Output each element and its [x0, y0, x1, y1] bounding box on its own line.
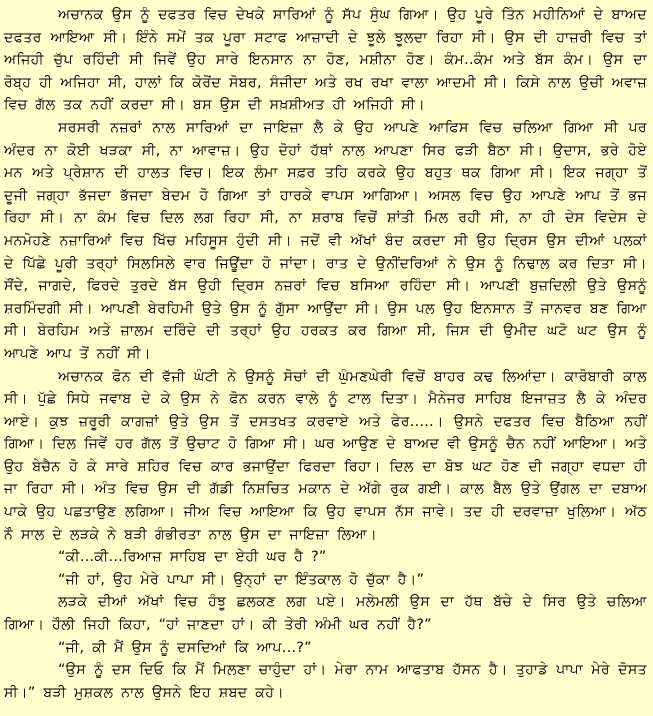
dialogue-line: “ਕੀ...ਕੀ...ਰਿਆਜ਼ ਸਾਹਿਬ ਦਾ ਏਹੀ ਘਰ ਹੈ ?” [58, 549, 327, 566]
dialogue-line: ਲੜਕੇ ਦੀਆਂ ਅੱਖਾਂ ਵਿਚ ਹੰਝੂ ਛਲਕਣ ਲਗ ਪਏ। ਮਲੇਮਲੀ ਉਸ ਦਾ ਹੱਥ ਬੱਚੇ ਦੇ ਸਿਰ ਉਤੇ ਚਲਿਆ ਗਿਆ। ਹੌਲੀ ਜਿਹੀ ਕਿਹਾ, “ਹਾਂ ਜਾਣਦਾ ਹਾਂ। ਕੀ ਤੇਰੀ ਅੰਮੀ ਘਰ ਨਹੀਂ ਹੈ?” [4, 594, 647, 634]
dialogue-line: “ਜੀ, ਕੀ ਮੈਂ ਉਸ ਨੂੰ ਦਸਦਿਆਂ ਕਿ ਆਪ...?” [58, 639, 312, 656]
dialogue-line: “ਜੀ ਹਾਂ, ਉਹ ਮੇਰੇ ਪਾਪਾ ਸੀ। ਉਨ੍ਹਾਂ ਦਾ ਇੰਤਕਾਲ ਹੋ ਚੁੱਕਾ ਹੈ।” [58, 571, 425, 588]
paragraph: ਸਰਸਰੀ ਨਜ਼ਰਾਂ ਨਾਲ ਸਾਰਿਆਂ ਦਾ ਜਾਇਜ਼ਾ ਲੈ ਕੇ ਉਹ ਆਪਣੇ ਆਫਿਸ ਵਿਚ ਚਲਿਆ ਗਿਆ ਸੀ ਪਰ ਅੰਦਰ ਨਾ ਕੋਈ ਖੜਕਾ ਸੀ, ਨਾ ਆਵਾਜ਼। ਉਹ ਦੋਹਾਂ ਹੱਥਾਂ ਨਾਲ ਆਪਣਾ ਸਿਰ ਫੜੀ ਬੈਠਾ ਸੀ। ਉਦਾਸ, ਭਰੇ ਹੋਏ ਮਨ ਅਤੇ ਪ੍ਰੇਸ਼ਾਨ ਦੀ ਹਾਲਤ ਵਿਚ। ਇਕ ਲੰਮਾ ਸਫ਼ਰ ਤਹਿ ਕਰਕੇ ਉਹ ਬਹੁਤ ਥਕ ਗਿਆ ਸੀ। ਇਕ ਜਗ੍ਹਾ ਤੋਂ ਦੂਜੀ ਜਗ੍ਹਾ ਭੱਜਦਾ ਭੱਜਦਾ ਬੇਦਮ ਹੋ ਗਿਆ ਤਾਂ ਹਾਰਕੇ ਵਾਪਸ ਆਗਿਆ। ਅਸਲ ਵਿਚ ਉਹ ਆਪਣੇ ਆਪ ਤੋਂ ਭਜ ਰਿਹਾ ਸੀ। ਨਾ ਕੰਮ ਵਿਚ ਦਿਲ ਲਗ ਰਿਹਾ ਸੀ, ਨਾ ਸ਼ਰਾਬ ਵਿਚੋਂ ਸ਼ਾਂਤੀ ਮਿਲ ਰਹੀ ਸੀ, ਨਾ ਹੀ ਦੇਸ ਵਿਦੇਸ ਦੇ ਮਨਮੋਹਣੇ ਨਜ਼ਾਰਿਆਂ ਵਿਚ ਖਿੱਚ ਮਹਿਸੂਸ ਹੁੰਦੀ ਸੀ। ਜਦੋਂ ਵੀ ਅੱਖਾਂ ਬੰਦ ਕਰਦਾ ਸੀ ਉਹ ਦ੍ਰਿਸ ਉਸ ਦੀਆਂ ਪਲਕਾਂ ਦੇ ਪਿੱਛੇ ਪੂਰੀ ਤਰ੍ਹਾਂ ਸਿਲਸਿਲੇ ਵਾਰ ਜਿਊਂਦਾ ਹੋ ਜਾਂਦਾ। ਰਾਤ ਦੇ ਉਨੀਂਦਰਿਆਂ ਨੇ ਉਸ ਨੂੰ ਨਿਢਾਲ ਕਰ ਦਿਤਾ ਸੀ। ਸੌਂਦੇ, ਜਾਗਦੇ, ਫਿਰਦੇ ਤੁਰਦੇ ਬੱਸ ਉਹੀ ਦ੍ਰਿਸ ਨਜ਼ਰਾਂ ਵਿਚ ਬਸਿਆ ਰਹਿੰਦਾ ਸੀ। ਆਪਣੀ ਬੁਜ਼ਦਿਲੀ ਉਤੇ ਉਸਨੂੰ ਸ਼ਰਮਿੰਦਗੀ ਸੀ। ਆਪਣੀ ਬੇਰਹਿਮੀ ਉਤੇ ਉਸ ਨੂੰ ਗੁੱਸਾ ਆਉਂਦਾ ਸੀ। ਉਸ ਪਲ ਉਹ ਇਨਸਾਨ ਤੋਂ ਜਾਨਵਰ ਬਣ ਗਿਆ ਸੀ। ਬੇਰਹਿਮ ਅਤੇ ਜ਼ਾਲਮ ਦਰਿੰਦੇ ਦੀ ਤਰ੍ਹਾਂ ਉਹ ਹਰਕਤ ਕਰ ਗਿਆ ਸੀ, ਜਿਸ ਦੀ ਉਮੀਦ ਘਟੋ ਘਟ ਉਸ ਨੂੰ ਆਪਣੇ ਆਪ ਤੋਂ ਨਹੀਂ ਸੀ। [4, 119, 647, 362]
dialogue-line: “ਉਸ ਨੂੰ ਦਸ ਦਿਓ ਕਿ ਮੈਂ ਮਿਲਣਾ ਚਾਹੁੰਦਾ ਹਾਂ। ਮੇਰਾ ਨਾਮ ਆਫਤਾਬ ਹੱਸਨ ਹੈ। ਤੁਹਾਡੇ ਪਾਪਾ ਮੇਰੇ ਦੋਸਤ ਸੀ।” ਬੜੀ ਮੁਸ਼ਕਲ ਨਾਲ ਉਸਨੇ ਇਹ ਸ਼ਬਦ ਕਹੇ। [4, 662, 647, 701]
paragraph: ਅਚਾਨਕ ਉਸ ਨੂੰ ਦਫਤਰ ਵਿਚ ਦੇਖਕੇ ਸਾਰਿਆਂ ਨੂੰ ਸੱਪ ਸੁੰਘ ਗਿਆ। ਉਹ ਪੂਰੇ ਤਿੰਨ ਮਹੀਨਿਆਂ ਦੇ ਬਾਅਦ ਦਫਤਰ ਆਇਆ ਸੀ। ਇੰਨੇ ਸਮੇਂ ਤਕ ਪੂਰਾ ਸਟਾਫ ਆਜ਼ਾਦੀ ਦੇ ਝੂਲੇ ਝੂਲਦਾ ਰਿਹਾ ਸੀ। ਉਸ ਦੀ ਹਾਜ਼ਰੀ ਵਿਚ ਤਾਂ ਅਜਿਹੀ ਚੁੱਪ ਰਹਿੰਦੀ ਸੀ ਜਿਵੇਂ ਉਹ ਸਾਰੇ ਇਨਸਾਨ ਨਾ ਹੋਣ, ਮਸ਼ੀਨਾ ਹੋਣ। ਕੰਮ..ਕੰਮ ਅਤੇ ਬੱਸ ਕੰਮ। ਉਸ ਦਾ ਰੋਬ੍ਹ ਹੀ ਅਜਿਹਾ ਸੀ, ਹਾਲਾਂ ਕਿ ਕੋਰੋਂਦ ਸੋਬਰ, ਸੰਜੀਦਾ ਅਤੇ ਰਖ ਰਖਾ ਵਾਲਾ ਆਦਮੀ ਸੀ। ਕਿਸੇ ਨਾਲ ਉਚੀ ਅਵਾਜ਼ ਵਿਚ ਗੱਲ ਤਕ ਨਹੀਂ ਕਰਦਾ ਸੀ। ਬਸ ਉਸ ਦੀ ਸਖ਼ਸ਼ੀਅਤ ਹੀ ਅਜਿਹੀ ਸੀ। [4, 7, 647, 114]
paragraph: ਅਚਾਨਕ ਫੋਨ ਦੀ ਵੱਜੀ ਘੰਟੀ ਨੇ ਉਸਨੂੰ ਸੋਚਾਂ ਦੀ ਘੁੰਮਣਘੇਰੀ ਵਿਚੋਂ ਬਾਹਰ ਕਢ ਲਿਆਂਦਾ। ਕਾਰੋਬਾਰੀ ਕਾਲ ਸੀ। ਪੁੱਛੇ ਸਿਧੇ ਜਵਾਬ ਦੇ ਕੇ ਉਸ ਨੇ ਫੋਨ ਕਰਨ ਵਾਲੇ ਨੂੰ ਟਾਲ ਦਿਤਾ। ਮੈਨੇਜਰ ਸਾਹਿਬ ਇਜਾਜ਼ਤ ਲੈ ਕੇ ਅੰਦਰ ਆਏ। ਕੁਝ ਜ਼ਰੂਰੀ ਕਾਗਜ਼ਾਂ ਉਤੇ ਉਸ ਤੋਂ ਦਸਤਖਤ ਕਰਵਾਏ ਅਤੇ ਫੇਰ.....। ਉਸਨੇ ਦਫਤਰ ਵਿਚ ਬੈਠਿਆ ਨਹੀਂ ਗਿਆ। ਦਿਲ ਜਿਵੇਂ ਹਰ ਗੱਲ ਤੋਂ ਉਚਾਟ ਹੋ ਗਿਆ ਸੀ। ਘਰ ਆਉਣ ਦੇ ਬਾਅਦ ਵੀ ਉਸਨੂੰ ਚੈਨ ਨਹੀਂ ਆਇਆ। ਅਤੇ ਉਹ ਬੇਚੈਨ ਹੋ ਕੇ ਸਾਰੇ ਸ਼ਹਿਰ ਵਿਚ ਕਾਰ ਭਜਾਉਂਦਾ ਫਿਰਦਾ ਰਿਹਾ। ਦਿਲ ਦਾ ਬੋਝ ਘਟ ਹੋਣ ਦੀ ਜਗ੍ਹਾ ਵਧਦਾ ਹੀ ਜਾ ਰਿਹਾ ਸੀ। ਅੰਤ ਵਿਚ ਉਸ ਦੀ ਗੱਡੀ ਨਿਸ਼ਚਿਤ ਮਕਾਨ ਦੇ ਅੱਗੇ ਰੁਕ ਗਈ। ਕਾਲ ਬੈਲ ਉਤੇ ਉਂਗਲ ਦਾ ਦਬਾਅ ਪਾਕੇ ਉਹ ਪਛਤਾਉਣ ਲਗਿਆ। ਜੀਅ ਵਿਚ ਆਇਆ ਕਿ ਉਹ ਵਾਪਸ ਨੱਸ ਜਾਵੇ। ਤਦ ਹੀ ਦਰਵਾਜ਼ਾ ਖੁਲਿਆ। ਅੱਠ ਨੌ ਸਾਲ ਦੇ ਲੜਕੇ ਨੇ ਬੜੀ ਗੰਭੀਰਤਾ ਨਾਲ ਉਸ ਦਾ ਜਾਇਜ਼ਾ ਲਿਆ। [4, 368, 647, 543]
